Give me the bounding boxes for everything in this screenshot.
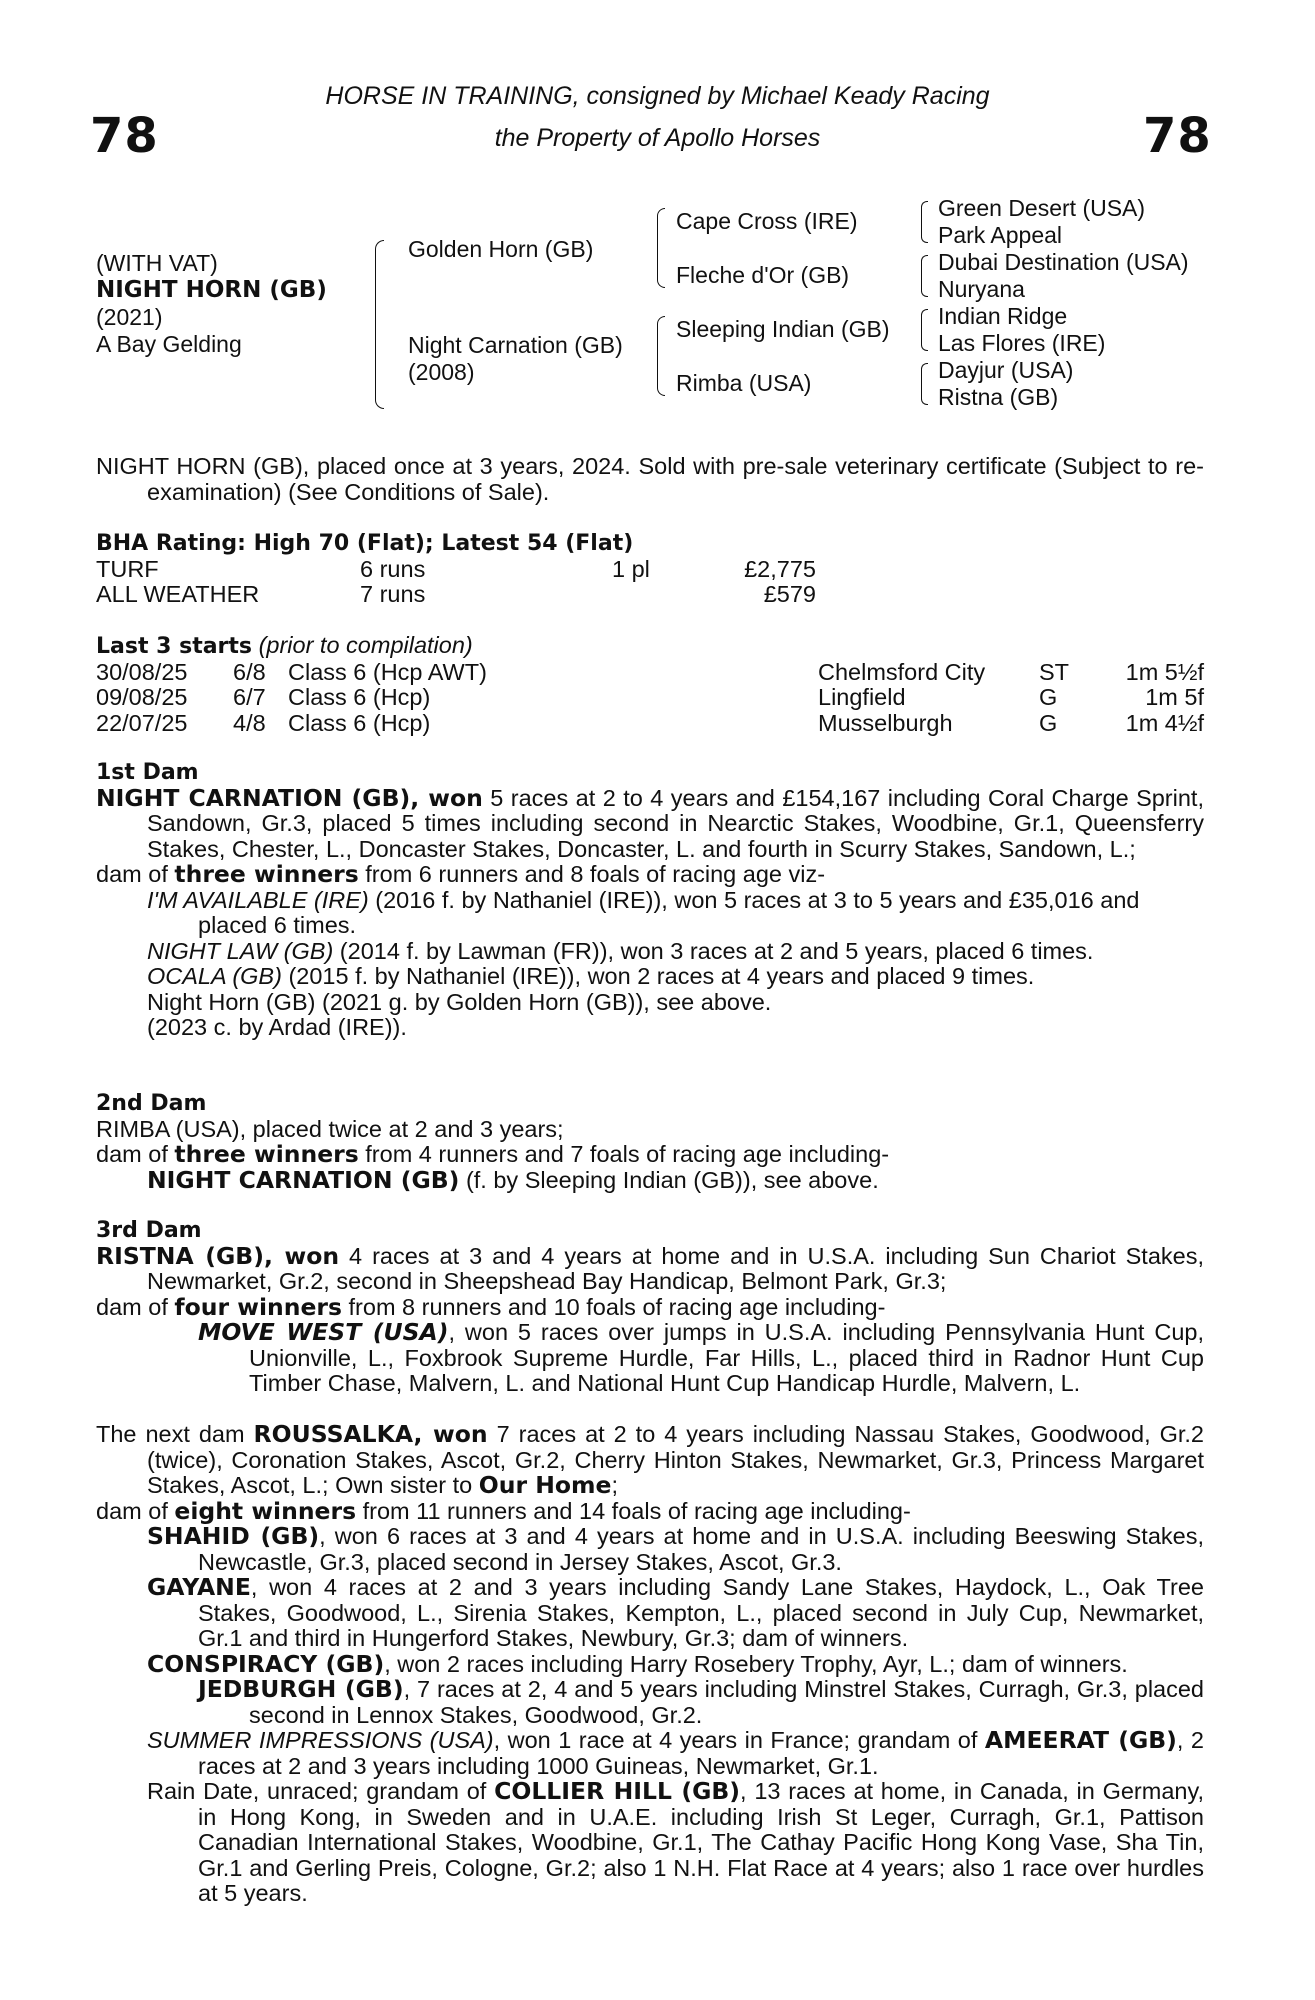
first-dam-text: 5 races at 2 to 4 years and £154,167 including Coral Charge Sprint, Sandown, Gr.3, placed 5 times including second in Nearctic Stakes, Woodbine, Gr.1, Queensferry Stakes, Chester, L., Doncaster Stakes, Doncaster, L. and fourth in Scurry Stakes, Sandown, L.; [147,784,1204,862]
second-dam-section [96,1091,1204,1193]
first-dam-section [96,760,1204,1041]
start-course: Chelmsford City [818,658,986,685]
progeny-text: , won 5 races over jumps in U.S.A. including Pennsylvania Hunt Cup, Unionville, L., Foxbrook Supreme Hurdle, Far Hills, L., placed third in Radnor Hunt Cup Timber Chase, Malvern, L. and National Hunt Cup Handicap Hurdle, Malvern, L. [249,1319,1204,1396]
last-starts-note: (prior to compilation) [258,632,473,658]
dam-of-label: dam of [96,861,175,887]
rating-title: BHA Rating: High 70 (Flat); Latest 54 (Flat) [96,531,634,556]
main-brace [375,240,384,409]
winners-count: eight winners [174,1496,357,1525]
progeny-name: OCALA (GB) [147,963,282,989]
progeny-text: (2014 f. by Lawman (FR)), won 3 races at 2 and 5 years, placed 6 times. [333,937,1094,964]
winners-count: three winners [174,1140,359,1168]
start-course: Lingfield [818,684,906,710]
dam: Night Carnation (GB) [408,332,623,358]
last-starts-title: Last 3 starts [96,634,253,659]
progeny-name: I'M AVAILABLE (IRE) [147,886,369,913]
consignor-line: HORSE IN TRAINING, consigned by Michael Keady Racing [325,82,990,110]
ancestor-5: Indian Ridge [938,303,1068,329]
rating-prize: £2,775 [744,555,816,582]
rating-placed: 1 pl [612,555,650,582]
start-going: G [1039,709,1058,736]
ancestor-8: Ristna (GB) [938,384,1059,410]
lot-number-left: 78 [90,108,159,164]
progeny-text: (2015 f. by Nathaniel (IRE)), won 2 races at 4 years and placed 9 times. [281,963,1035,989]
sister-name: Our Home [478,1471,612,1499]
rating-surface: ALL WEATHER [96,581,260,607]
third-dam-section [96,1218,1204,1397]
next-dam-name: ROUSSALKA, won [253,1420,488,1448]
ancestor-7: Dayjur (USA) [938,357,1074,383]
ancestor-4: Nuryana [938,276,1025,302]
progeny-text: (f. by Sleeping Indian (GB)), see above. [459,1166,879,1193]
dam-brace [657,316,665,396]
third-dam-title: 3rd Dam [96,1218,202,1243]
progeny-name: NIGHT LAW (GB) [147,937,334,964]
rating-prize: £579 [763,581,816,607]
ancestor-6: Las Flores (IRE) [938,330,1106,356]
next-dam-end: ; [611,1472,618,1498]
third-dam-name: RISTNA (GB), won [96,1241,340,1270]
dam-year: (2008) [408,359,475,385]
start-race: Class 6 (Hcp) [288,684,431,710]
g34-brace [921,255,928,297]
start-date: 09/08/25 [96,684,188,710]
progeny-text: (2016 f. by Nathaniel (IRE)), won 5 races at 3 to 5 years and £35,016 and placed 6 times. [198,886,1140,938]
start-going: G [1039,684,1058,710]
second-dam-text: RIMBA (USA), placed twice at 2 and 3 years; [96,1115,564,1142]
start-row [96,660,1204,686]
start-race: Class 6 (Hcp) [288,709,431,736]
g78-brace [921,363,928,405]
dam-of-text: from 6 runners and 8 foals of racing age viz- [358,861,826,887]
progeny-text: (2023 c. by Ardad (IRE)). [147,1014,407,1040]
next-dam-text: 7 races at 2 to 4 years including Nassau Stakes, Goodwood, Gr.2 (twice), Coronation Stakes, Ascot, Gr.2, Cherry Hinton Stakes, Newmarket, Gr.3, Princess Margaret Stakes, Ascot, L.; Own sister to [147,1421,1204,1498]
grand-progeny-name: COLLIER HILL (GB) [494,1777,741,1805]
winners-count: four winners [174,1292,342,1321]
grand-progeny-text: , 2 races at 2 and 3 years including 1000 Guineas, Newmarket, Gr.1. [198,1727,1204,1779]
next-dam-section [96,1422,1204,1907]
progeny-text: , won 1 race at 4 years in France; grandam of [493,1727,985,1753]
g12-brace [921,201,928,243]
grand-progeny-text: , 13 races at home, in Canada, in Germany, in Hong Kong, in Sweden and in U.A.E. including Irish St Leger, Curragh, Gr.1, Pattison Canadian International Stakes, Woodbine, Gr.1, The Cathay Pacific Hong Kong Vase, Sha Tin, Gr.1 and Gerling Preis, Cologne, Gr.2; also 1 N.H. Flat Race at 4 years; also 1 race over hurdles at 5 years. [198,1778,1204,1906]
property-line: the Property of Apollo Horses [494,124,821,152]
progeny-name: SUMMER IMPRESSIONS (USA) [147,1727,494,1753]
sire-sire: Cape Cross (IRE) [676,208,858,234]
rating-runs: 6 runs [360,555,426,582]
start-row [96,711,1204,737]
start-distance: 1m 5f [1145,684,1204,710]
dam-of-label: dam of [96,1497,175,1524]
start-row [96,685,1204,711]
first-dam-title: 1st Dam [96,760,199,785]
next-dam-label: The next dam [96,1421,254,1447]
rating-row-turf [96,557,1204,583]
dam-dam: Rimba (USA) [676,370,812,396]
rating-section [96,531,1204,608]
start-position: 6/8 [233,658,266,685]
progeny-name: CONSPIRACY (GB) [147,1649,385,1678]
start-course: Musselburgh [818,709,953,736]
rating-row-aw [96,582,1204,608]
dam-of-text: from 11 runners and 14 foals of racing age including- [356,1497,911,1524]
first-dam-name: NIGHT CARNATION (GB), won [96,783,483,812]
start-distance: 1m 5½f [1125,658,1204,685]
sire-brace [657,208,665,288]
start-distance: 1m 4½f [1125,709,1204,736]
rating-runs: 7 runs [360,581,426,607]
ancestor-2: Park Appeal [938,222,1063,248]
dam-of-label: dam of [96,1293,175,1320]
ancestor-3: Dubai Destination (USA) [938,249,1189,275]
progeny-name: MOVE WEST (USA) [198,1318,449,1346]
dam-of-label: dam of [96,1141,175,1167]
dam-of-text: from 4 runners and 7 foals of racing age including- [358,1141,890,1167]
rating-surface: TURF [96,555,159,582]
horse-year: (2021) [96,304,163,330]
grand-progeny-name: AMEERAT (GB) [984,1726,1177,1754]
progeny-name: SHAHID (GB) [147,1522,320,1550]
start-position: 4/8 [233,709,266,736]
second-dam-title: 2nd Dam [96,1091,207,1116]
start-race: Class 6 (Hcp AWT) [288,658,487,685]
intro-section [96,454,1204,505]
progeny-text: Rain Date, unraced; grandam of [147,1778,495,1804]
ancestor-1: Green Desert (USA) [938,195,1146,221]
progeny-name: GAYANE [147,1573,251,1601]
horse-vat: (WITH VAT) [96,250,218,276]
horse-name: NIGHT HORN (GB) [96,277,327,303]
g56-brace [921,309,928,351]
progeny-text: , won 6 races at 3 and 4 years at home and in U.S.A. including Beeswing Stakes, Newcastle, Gr.3, placed second in Jersey Stakes, Ascot, Gr.3. [198,1523,1204,1575]
dam-of-text: from 8 runners and 10 foals of racing age including- [342,1293,886,1320]
sire-dam: Fleche d'Or (GB) [676,262,850,288]
third-dam-text: 4 races at 3 and 4 years at home and in U.S.A. including Sun Chariot Stakes, Newmarket, Gr.2, second in Sheepshead Bay Handicap, Belmont Park, Gr.3; [147,1242,1204,1294]
progeny-name: JEDBURGH (GB) [198,1675,404,1703]
intro-text: NIGHT HORN (GB), placed once at 3 years, 2024. Sold with pre-sale veterinary certificate (Subject to re-examination) (See Conditions of Sale). [96,453,1204,505]
progeny-text: , won 4 races at 2 and 3 years including Sandy Lane Stakes, Haydock, L., Oak Tree Stakes, Goodwood, L., Sirenia Stakes, Kempton, L., placed second in July Cup, Newmarket, Gr.1 and third in Hungerford Stakes, Newbury, Gr.3; dam of winners. [198,1574,1204,1651]
start-position: 6/7 [233,684,266,710]
progeny-text: , won 2 races including Harry Rosebery Trophy, Ayr, L.; dam of winners. [384,1650,1128,1677]
start-going: ST [1039,658,1070,685]
progeny-name: NIGHT CARNATION (GB) [147,1165,460,1194]
last-starts-section [96,633,1204,736]
progeny-text: , 7 races at 2, 4 and 5 years including Minstrel Stakes, Curragh, Gr.3, placed second in Lennox Stakes, Goodwood, Gr.2. [249,1676,1204,1728]
progeny-text: Night Horn (GB) (2021 g. by Golden Horn (GB)), see above. [147,988,772,1015]
horse-description: A Bay Gelding [96,331,242,357]
start-date: 30/08/25 [96,658,188,685]
lot-number-right: 78 [1143,108,1212,164]
dam-sire: Sleeping Indian (GB) [676,316,890,342]
winners-count: three winners [174,860,359,888]
sire: Golden Horn (GB) [408,236,594,262]
start-date: 22/07/25 [96,709,188,736]
